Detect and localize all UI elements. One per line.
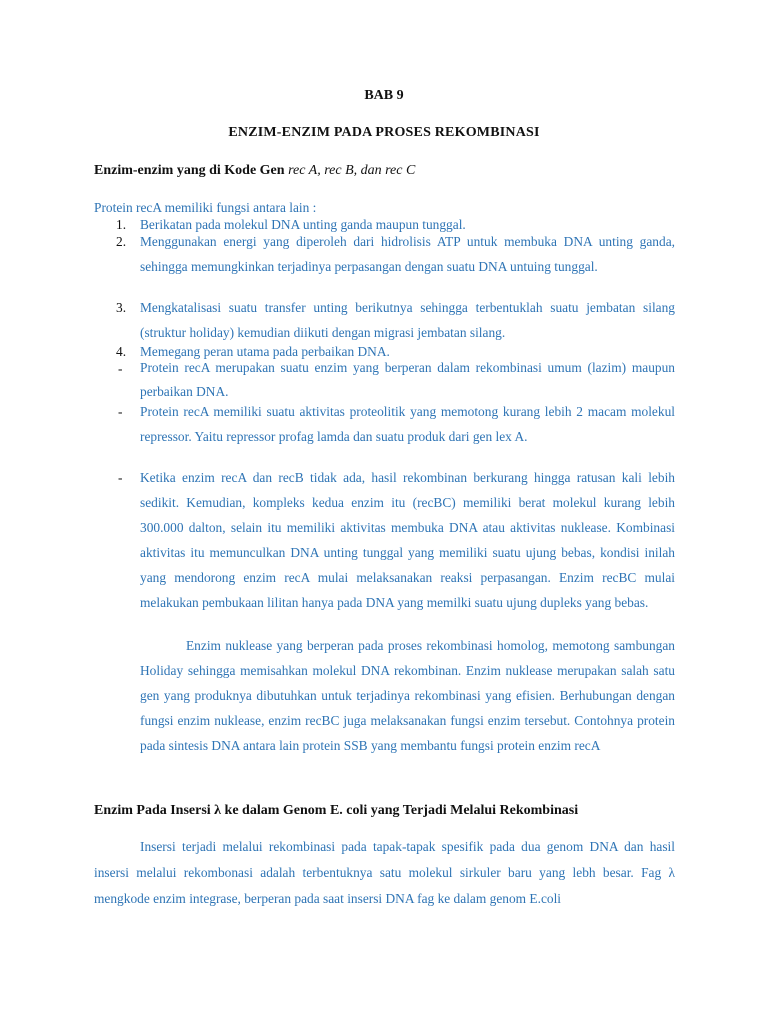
bullet-item: Ketika enzim recA dan recB tidak ada, hasil rekombinan berkurang hingga ratusan kali lebih sedikit. Kemudian, kompleks kedua enzim itu (recBC) memiliki berat molekul kurang lebih 300.000 dalton, selain itu memiliki aktivitas membuka DNA atau aktivitas nuklease. Kombinasi aktivitas itu memunculkan DNA unting tunggal yang memiliki suatu ujung bebas, kondisi inilah yang mendorong enzim recA mulai melaksanakan reaksi perpasangan. Enzim recBC mulai melakukan pembukaan lilitan hanya pada DNA yang memilki suatu ujung dupleks yang bebas. (140, 470, 675, 610)
bullet-mark: - (118, 361, 123, 376)
list-number: 4. (116, 344, 127, 359)
bullet-item: Protein recA memiliki suatu aktivitas proteolitik yang memotong kurang lebih 2 macam molekul repressor. Yaitu repressor profag lamda dan suatu produk dari gen lex A. (140, 404, 675, 444)
list-item: Memegang peran utama pada perbaikan DNA. (140, 344, 390, 359)
section1-intro: Protein recA memiliki fungsi antara lain : (94, 200, 317, 215)
section2-heading: Enzim Pada Insersi λ ke dalam Genom E. coli yang Terjadi Melalui Rekombinasi (94, 803, 579, 818)
list-number: 1. (116, 217, 127, 232)
chapter-label: BAB 9 (364, 88, 404, 103)
section1-heading-genes: rec A, rec B, dan rec C (288, 163, 416, 178)
list-item: Berikatan pada molekul DNA unting ganda maupun tunggal. (140, 217, 466, 232)
section1-heading-text: Enzim-enzim yang di Kode Gen (94, 163, 289, 178)
section1-heading (94, 163, 415, 179)
list-item: Menggunakan energi yang diperoleh dari hidrolisis ATP untuk membuka DNA unting ganda, sehingga memungkinkan terjadinya perpasangan dengan suatu DNA untuing tunggal. (140, 234, 675, 274)
bullet-mark: - (118, 470, 123, 485)
nuclease-paragraph: Enzim nuklease yang berperan pada proses rekombinasi homolog, memotong sambungan Holiday sehingga memisahkan molekul DNA rekombinan. Enzim nuklease merupakan salah satu gen yang produknya dibutuhkan untuk terjadinya rekombinasi yang efisien. Berhubungan dengan fungsi enzim nuklease, enzim recBC juga melaksanakan fungsi enzim tersebut. Contohnya protein pada sintesis DNA antara lain protein SSB yang membantu fungsi protein enzim recA (140, 638, 675, 753)
bullet-mark: - (118, 404, 123, 419)
bullet-item: Protein recA merupakan suatu enzim yang berperan dalam rekombinasi umum (lazim) maupun perbaikan DNA. (140, 360, 675, 399)
list-item: Mengkatalisasi suatu transfer unting berikutnya sehingga terbentuklah suatu jembatan silang (struktur holiday) kemudian diikuti dengan migrasi jembatan silang. (140, 300, 675, 340)
list-number: 3. (116, 300, 127, 315)
section2-paragraph: Insersi terjadi melalui rekombinasi pada tapak-tapak spesifik pada dua genom DNA dan hasil insersi melalui rekombonasi adalah terbentuknya satu molekul sirkuler baru yang lebh besar. Fag λ mengkode enzim integrase, berperan pada saat insersi DNA fag ke dalam genom E.coli (94, 839, 675, 906)
list-number: 2. (116, 234, 127, 249)
chapter-title: ENZIM-ENZIM PADA PROSES REKOMBINASI (228, 125, 540, 140)
